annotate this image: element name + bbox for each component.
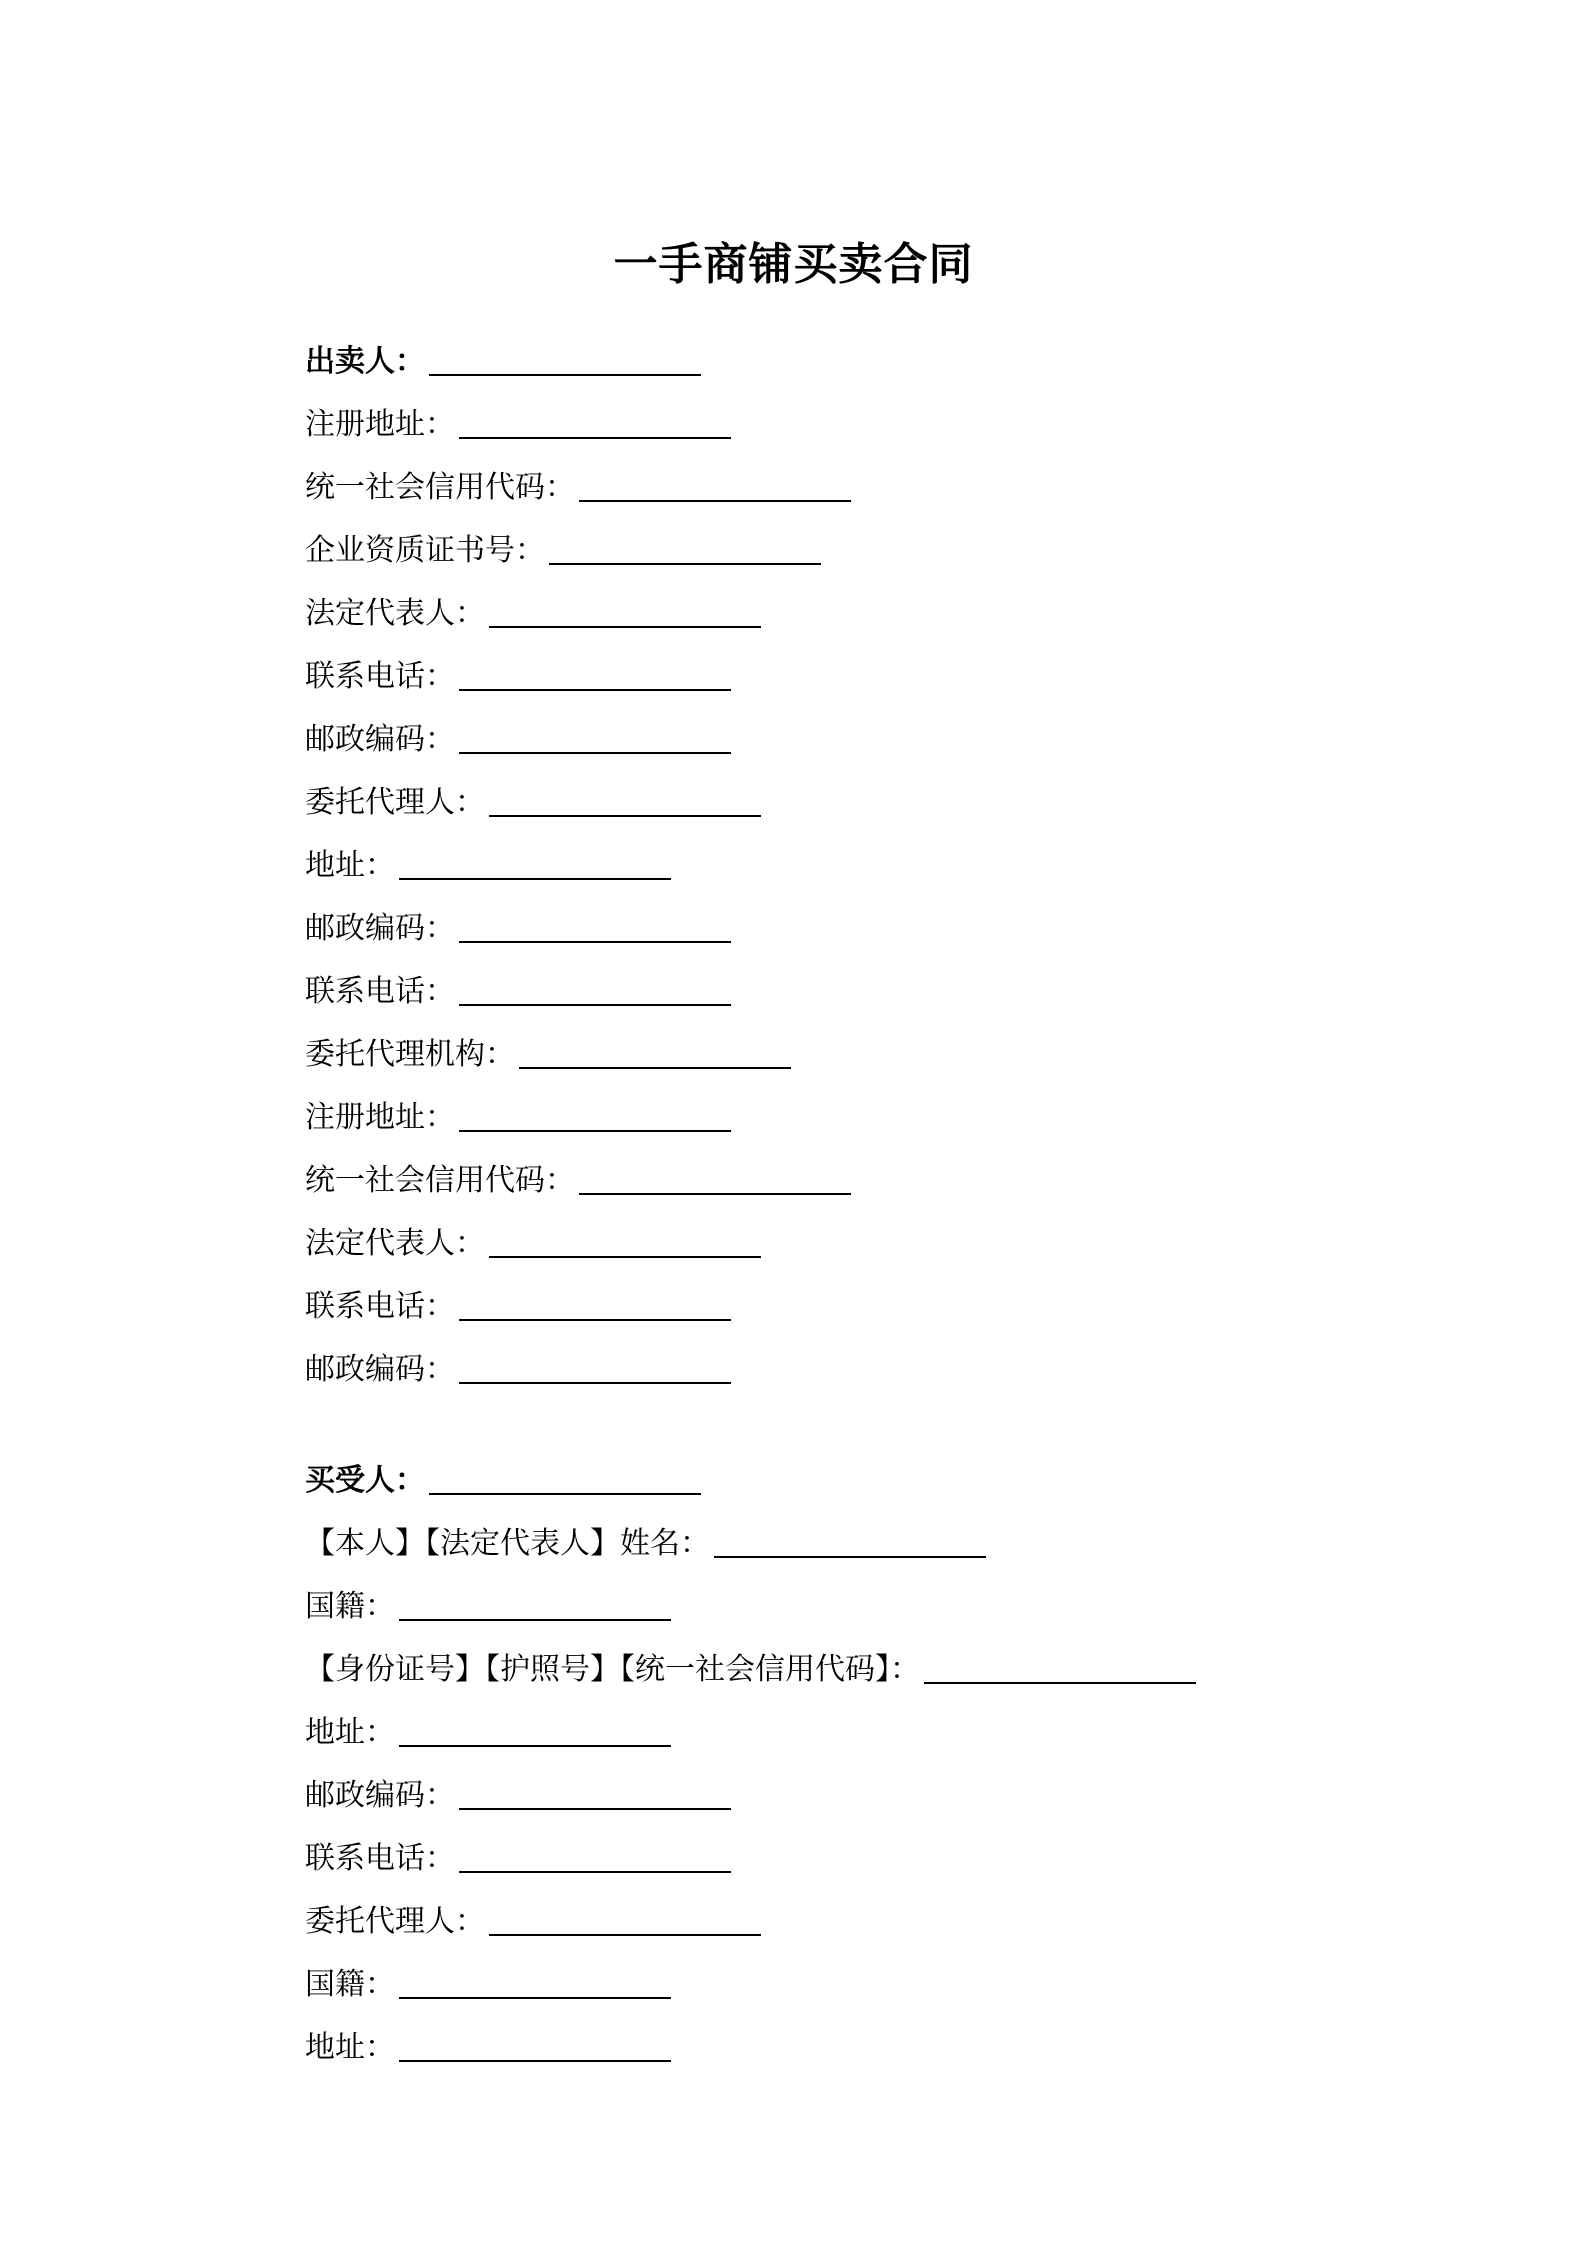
seller-row <box>305 892 1305 955</box>
field-label: 买受人： <box>305 1463 425 1498</box>
blank-line[interactable] <box>459 940 731 943</box>
blank-line[interactable] <box>924 1681 1196 1684</box>
blank-line[interactable] <box>459 1381 731 1384</box>
seller-row <box>305 1270 1305 1333</box>
buyer-row <box>305 1696 1305 1759</box>
blank-line[interactable] <box>399 877 671 880</box>
buyer-row <box>305 1759 1305 1822</box>
blank-line[interactable] <box>399 1618 671 1621</box>
blank-line[interactable] <box>579 1192 851 1195</box>
field-label: 委托代理机构： <box>305 1037 515 1072</box>
field-label: 统一社会信用代码： <box>305 470 575 505</box>
blank-line[interactable] <box>579 499 851 502</box>
blank-line[interactable] <box>714 1555 986 1558</box>
blank-line[interactable] <box>399 2059 671 2062</box>
blank-line[interactable] <box>429 1492 701 1495</box>
field-label: 国籍： <box>305 1589 395 1624</box>
field-label: 联系电话： <box>305 1289 455 1324</box>
blank-line[interactable] <box>459 1003 731 1006</box>
field-label: 邮政编码： <box>305 1778 455 1813</box>
field-label: 【身份证号】【护照号】【统一社会信用代码】： <box>305 1652 920 1687</box>
seller-row <box>305 1144 1305 1207</box>
buyer-row <box>305 1444 1305 1507</box>
field-label: 邮政编码： <box>305 722 455 757</box>
seller-row <box>305 1081 1305 1144</box>
seller-row <box>305 703 1305 766</box>
blank-line[interactable] <box>399 1996 671 1999</box>
seller-row <box>305 1018 1305 1081</box>
seller-section <box>305 325 1305 1396</box>
field-label: 地址： <box>305 848 395 883</box>
blank-line[interactable] <box>459 688 731 691</box>
field-label: 委托代理人： <box>305 785 485 820</box>
blank-line[interactable] <box>519 1066 791 1069</box>
field-label: 联系电话： <box>305 974 455 1009</box>
field-label: 【本人】【法定代表人】姓名： <box>305 1526 710 1561</box>
seller-row <box>305 451 1305 514</box>
seller-row <box>305 388 1305 451</box>
seller-row <box>305 577 1305 640</box>
blank-line[interactable] <box>489 1255 761 1258</box>
seller-row <box>305 766 1305 829</box>
field-label: 统一社会信用代码： <box>305 1163 575 1198</box>
buyer-row <box>305 1948 1305 2011</box>
buyer-row <box>305 1570 1305 1633</box>
seller-row <box>305 640 1305 703</box>
blank-line[interactable] <box>459 1807 731 1810</box>
blank-line[interactable] <box>459 1318 731 1321</box>
blank-line[interactable] <box>429 373 701 376</box>
field-label: 委托代理人： <box>305 1904 485 1939</box>
field-label: 法定代表人： <box>305 1226 485 1261</box>
field-label: 地址： <box>305 2030 395 2065</box>
buyer-row <box>305 1885 1305 1948</box>
field-label: 注册地址： <box>305 1100 455 1135</box>
field-label: 注册地址： <box>305 407 455 442</box>
seller-row <box>305 1333 1305 1396</box>
blank-line[interactable] <box>399 1744 671 1747</box>
seller-row <box>305 514 1305 577</box>
field-label: 国籍： <box>305 1967 395 2002</box>
field-label: 地址： <box>305 1715 395 1750</box>
field-label: 邮政编码： <box>305 1352 455 1387</box>
buyer-row <box>305 2011 1305 2074</box>
buyer-row <box>305 1633 1305 1696</box>
blank-line[interactable] <box>459 1129 731 1132</box>
field-label: 联系电话： <box>305 659 455 694</box>
seller-row <box>305 829 1305 892</box>
buyer-section <box>305 1444 1305 2074</box>
field-label: 企业资质证书号： <box>305 533 545 568</box>
blank-line[interactable] <box>489 625 761 628</box>
field-label: 邮政编码： <box>305 911 455 946</box>
buyer-row <box>305 1507 1305 1570</box>
field-label: 出卖人： <box>305 344 425 379</box>
blank-line[interactable] <box>489 814 761 817</box>
blank-line[interactable] <box>459 1870 731 1873</box>
buyer-row <box>305 1822 1305 1885</box>
field-label: 联系电话： <box>305 1841 455 1876</box>
contract-parties <box>305 325 1305 2074</box>
blank-line[interactable] <box>459 751 731 754</box>
seller-row <box>305 1207 1305 1270</box>
document-title: 一手商铺买卖合同 <box>613 239 974 290</box>
seller-row <box>305 955 1305 1018</box>
blank-line[interactable] <box>549 562 821 565</box>
blank-line[interactable] <box>489 1933 761 1936</box>
blank-line[interactable] <box>459 436 731 439</box>
field-label: 法定代表人： <box>305 596 485 631</box>
seller-row <box>305 325 1305 388</box>
